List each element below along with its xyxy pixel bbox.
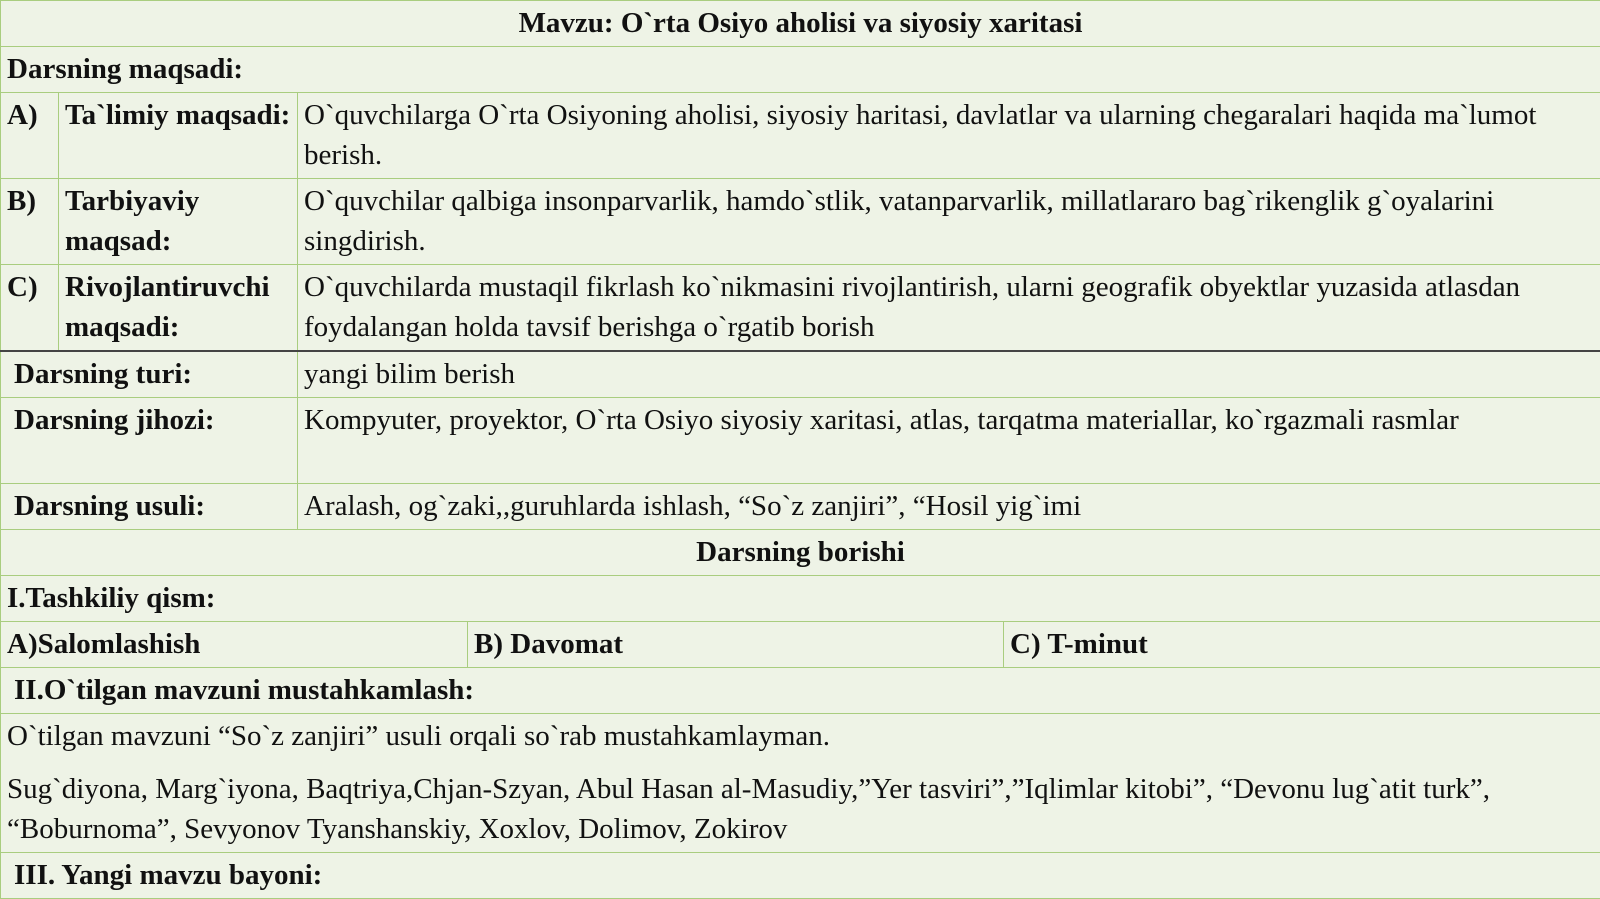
goal-text: O`quvchilar qalbiga insonparvarlik, hamdo`stlik, vatanparvarlik, millatlararo bag`rikenglik g`oyalarini singdirish.	[298, 179, 1600, 265]
section2-text2: Sug`diyona, Marg`iyona, Baqtriya,Chjan-Szyan, Abul Hasan al-Masudiy,”Yer tasviri”,”Iqlimlar kitobi”, “Devonu lug`atit turk”, “Boburnoma”, Sevyonov Tyanshanskiy, Xoxlov, Dolimov, Zokirov	[7, 773, 1490, 845]
info-row-type	[1, 351, 1600, 398]
section1-item-attendance: B) Davomat	[468, 622, 1004, 668]
goal-name: Ta`limiy maqsadi:	[59, 93, 298, 179]
goal-letter: C)	[1, 265, 59, 352]
info-value: Kompyuter, proyektor, O`rta Osiyo siyosiy xaritasi, atlas, tarqatma materiallar, ko`rgazmali rasmlar	[298, 398, 1600, 484]
section2-text1: O`tilgan mavzuni “So`z zanjiri” usuli orqali so`rab mustahkamlayman.	[7, 720, 831, 752]
section1-item-tminute: C) T-minut	[1004, 622, 1600, 668]
title-row	[1, 1, 1600, 47]
goals-heading: Darsning maqsadi:	[1, 47, 1600, 93]
progress-heading-row	[1, 530, 1600, 576]
goal-name: Tarbiyaviy maqsad:	[59, 179, 298, 265]
section1-item-greeting: A)Salomlashish	[1, 622, 468, 668]
section2-heading: II.O`tilgan mavzuni mustahkamlash:	[1, 668, 1600, 714]
goal-name: Rivojlantiruvchi maqsadi:	[59, 265, 298, 352]
section1-heading-row	[1, 576, 1600, 622]
info-label: Darsning usuli:	[1, 484, 298, 530]
info-value: yangi bilim berish	[298, 351, 1600, 398]
section1-items-row	[1, 622, 1600, 668]
goal-row-a	[1, 93, 1600, 179]
section3-heading-row	[1, 853, 1600, 899]
info-label: Darsning turi:	[1, 351, 298, 398]
info-row-method	[1, 484, 1600, 530]
info-row-equipment	[1, 398, 1600, 484]
goal-text: O`quvchilarga O`rta Osiyoning aholisi, siyosiy haritasi, davlatlar va ularning chegaralari haqida ma`lumot berish.	[298, 93, 1600, 179]
goal-letter: B)	[1, 179, 59, 265]
section1-heading: I.Tashkiliy qism:	[1, 576, 1600, 622]
section2-text-row	[1, 714, 1600, 853]
progress-heading: Darsning borishi	[1, 530, 1600, 576]
info-label: Darsning jihozi:	[1, 398, 298, 484]
goal-row-c	[1, 265, 1600, 352]
goal-letter: A)	[1, 93, 59, 179]
section2-text-cell	[1, 714, 1600, 853]
goal-text: O`quvchilarda mustaqil fikrlash ko`nikmasini rivojlantirish, ularni geografik obyektlar yuzasida atlasdan foydalangan holda tavsif berishga o`rgatib borish	[298, 265, 1600, 352]
goal-row-b	[1, 179, 1600, 265]
section3-heading: III. Yangi mavzu bayoni:	[1, 853, 1600, 899]
goals-heading-row	[1, 47, 1600, 93]
page-title: Mavzu: O`rta Osiyo aholisi va siyosiy xaritasi	[1, 1, 1600, 47]
section2-heading-row	[1, 668, 1600, 714]
info-value: Aralash, og`zaki,,guruhlarda ishlash, “So`z zanjiri”, “Hosil yig`imi	[298, 484, 1600, 530]
